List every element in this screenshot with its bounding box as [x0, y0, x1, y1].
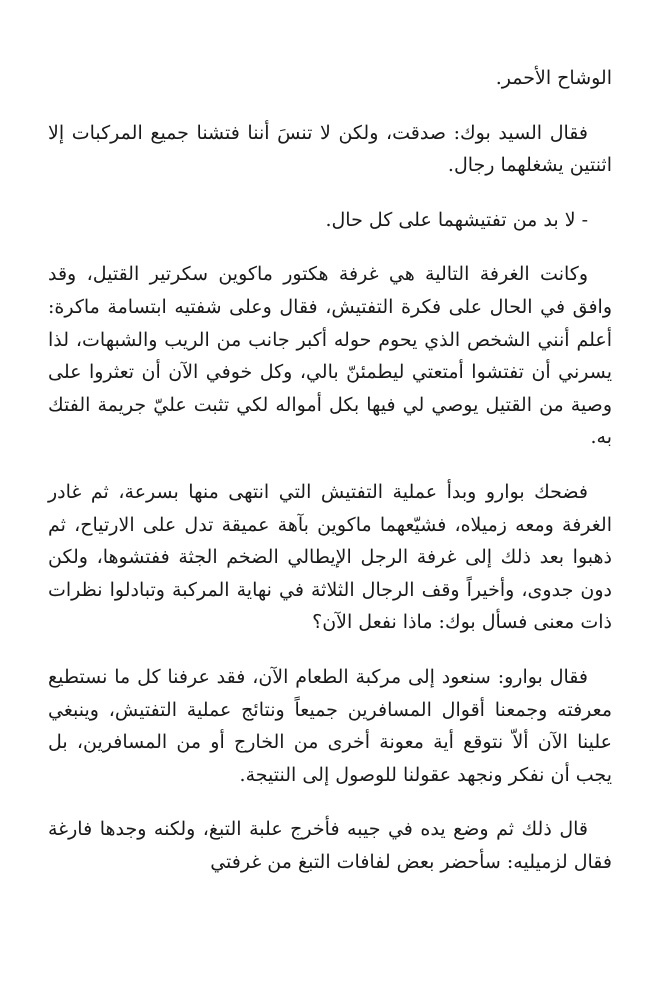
paragraph-tobacco: قال ذلك ثم وضع يده في جيبه فأخرج علبة التبغ، ولكنه وجدها فارغة فقال لزميليه: سأحضر بعض لفافات التبغ من غرفتي — [48, 818, 612, 873]
paragraph-dialogue-line: - لا بد من تفتيشهما على كل حال. — [325, 208, 588, 231]
paragraph-macqueen-search: وكانت الغرفة التالية هي غرفة هكتور ماكوين سكرتير القتيل، وقد وافق في الحال على فكرة التفتيش، فقال وعلى شفتيه ابتسامة ماكرة: أعلم أنني الشخص الذي يحوم حوله أكبر جانب من الريب والشبهات، لذا يسرني أن تفتشوا أمتعتي ليطمئنّ بالي، وكل خوفي الآن أن تعثروا على وصية من القتيل يوصي لي فيها بكل أمواله لكي تثبت عليّ جريمة الفتك به. — [48, 263, 612, 449]
paragraph-poirot-search: فضحك بوارو وبدأ عملية التفتيش التي انتهى منها بسرعة، ثم غادر الغرفة ومعه زميلاه، فشيّعهما ماكوين بآهة عميقة تدل على الارتياح، ثم ذهبوا بعد ذلك إلى غرفة الرجل الإيطالي الضخم الجثة ففتشوها، ولكن دون جدوى، وأخيراً وقف الرجال الثلاثة في نهاية المركبة وتبادلوا نظرات ذات معنى فسأل بوك: ماذا نفعل الآن؟ — [48, 480, 612, 634]
paragraph-bouc-reply: فقال السيد بوك: صدقت، ولكن لا تنسَ أننا فتشنا جميع المركبات إلا اثنتين يشغلهما رجال. — [48, 121, 612, 177]
book-page — [48, 62, 612, 992]
paragraph-poirot-speech: فقال بوارو: سنعود إلى مركبة الطعام الآن، فقد عرفنا كل ما نستطيع معرفته وجمعنا أقوال المسافرين جميعاً ونتائج عملية التفتيش، وينبغي علينا الآن ألاّ نتوقع أية معونة أخرى من الخارج أو من المسافرين، بل يجب أن نفكر ونجهد عقولنا للوصول إلى النتيجة. — [48, 665, 612, 786]
paragraph-continuation: الوشاح الأحمر. — [495, 67, 612, 89]
